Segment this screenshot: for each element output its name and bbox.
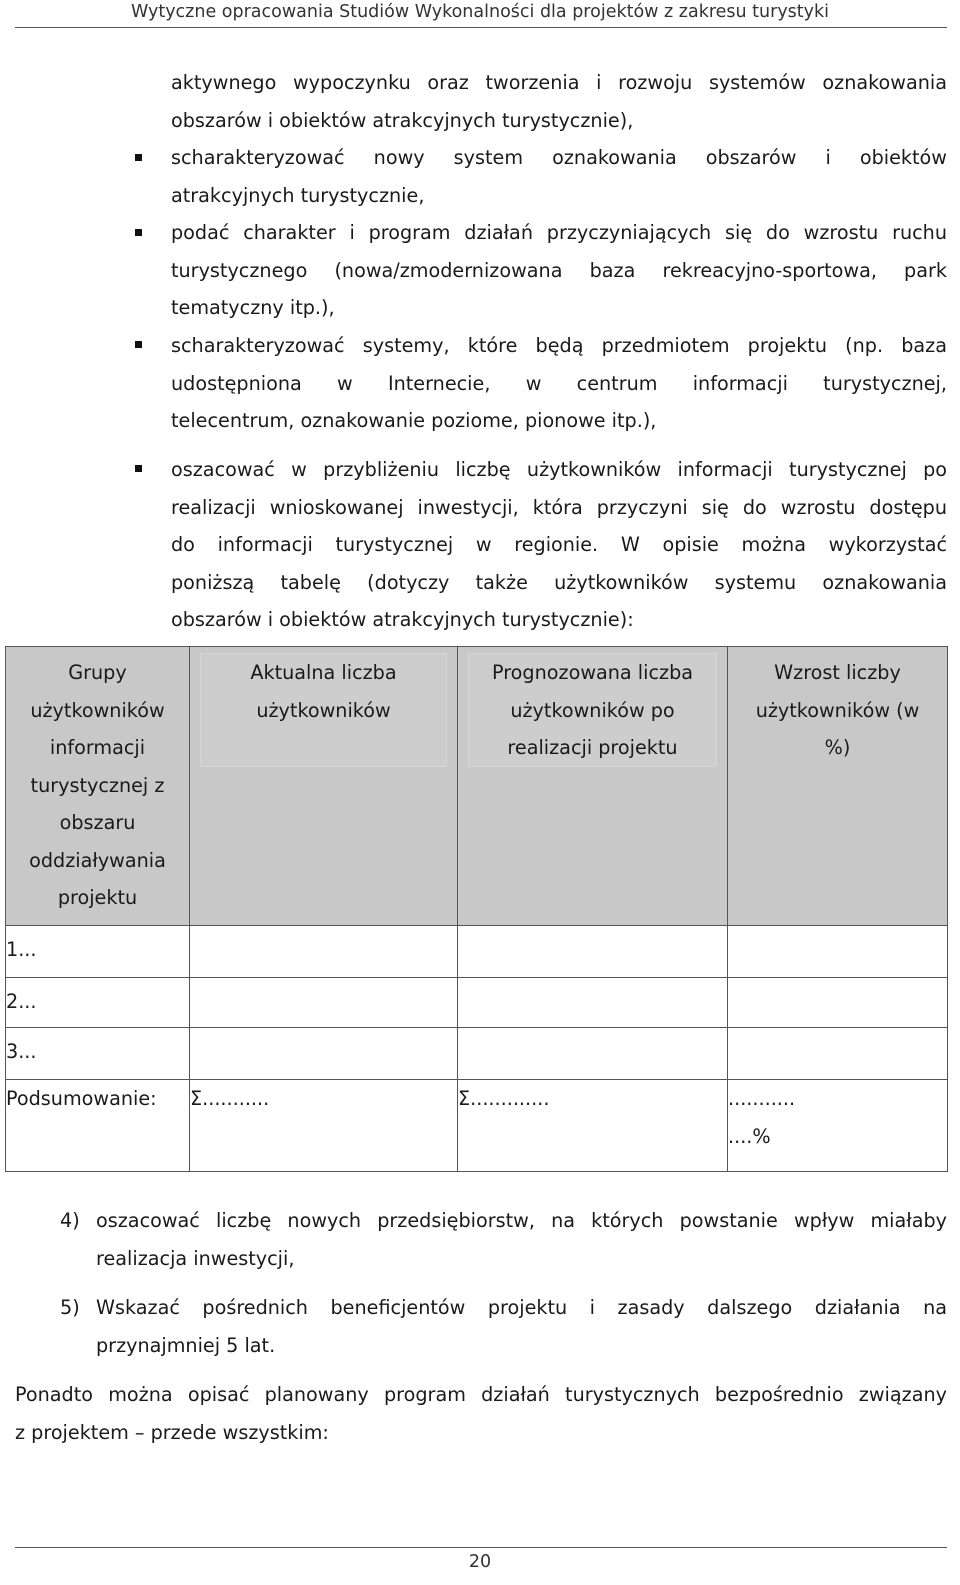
item-number: 4) xyxy=(60,1209,80,1232)
header-text: turystycznej z xyxy=(30,773,165,797)
text-line: udostępniona w Internecie, w centrum informacji turystycznej, xyxy=(171,371,947,395)
summary-current: Σ........... xyxy=(190,1080,458,1172)
bullet-marker xyxy=(135,154,142,161)
closing-paragraph xyxy=(15,1376,947,1451)
summary-label: Podsumowanie: xyxy=(6,1080,190,1172)
header-text: obszaru xyxy=(59,811,136,834)
header-text: Prognozowana liczba xyxy=(491,661,694,684)
page-header xyxy=(0,0,960,28)
header-title: Wytyczne opracowania Studiów Wykonalności dla projektów z zakresu turystyki xyxy=(130,2,830,22)
text-line: oszacować w przybliżeniu liczbę użytkowników informacji turystycznej po xyxy=(171,458,947,481)
header-divider xyxy=(15,27,947,28)
text-line: podać charakter i program działań przyczyniających się do wzrostu ruchu xyxy=(171,221,947,244)
header-cell-current xyxy=(190,647,458,926)
footer-divider xyxy=(15,1547,947,1548)
table-cell xyxy=(190,978,458,1028)
text-line: poniższą tabelę (dotyczy także użytkowników systemu oznakowania xyxy=(171,570,947,594)
header-text: oddziaływania xyxy=(29,848,166,872)
table-cell xyxy=(190,926,458,978)
summary-growth-line: ........... xyxy=(728,1087,796,1110)
header-text: Aktualna liczba xyxy=(250,661,397,684)
bullet-item xyxy=(171,451,947,639)
header-text: Wzrost liczby xyxy=(774,661,901,684)
header-text: realizacji projektu xyxy=(507,736,678,759)
table-cell xyxy=(458,1028,728,1080)
table-header-row xyxy=(6,647,948,926)
header-cell-forecast xyxy=(458,647,728,926)
text-line: do informacji turystycznej w regionie. W opisie można wykorzystać xyxy=(171,533,947,556)
table-cell xyxy=(190,1028,458,1080)
header-text: informacji xyxy=(49,736,146,759)
bullet-item xyxy=(171,214,947,327)
text-line: z projektem – przede wszystkim: xyxy=(15,1420,329,1444)
header-text: Grupy xyxy=(68,661,127,684)
text-line: Wskazać pośrednich beneficjentów projektu i zasady dalszego działania na xyxy=(96,1296,947,1319)
summary-growth-line: ....% xyxy=(728,1124,771,1148)
header-cell-groups xyxy=(6,647,190,926)
table-row xyxy=(6,978,948,1028)
bullet-marker xyxy=(135,341,142,348)
table-summary-row xyxy=(6,1080,948,1172)
header-text: projektu xyxy=(57,886,138,909)
text-line: aktywnego wypoczynku oraz tworzenia i rozwoju systemów oznakowania xyxy=(171,71,947,94)
bullet-marker xyxy=(135,229,142,236)
text-line: oszacować liczbę nowych przedsiębiorstw, na których powstanie wpływ miałaby xyxy=(96,1209,947,1232)
table-cell xyxy=(728,926,948,978)
text-line: scharakteryzować systemy, które będą przedmiotem projektu (np. baza xyxy=(171,334,947,357)
table-cell xyxy=(728,1028,948,1080)
table-row xyxy=(6,1028,948,1080)
header-text: użytkowników (w xyxy=(755,698,920,722)
table-cell xyxy=(728,978,948,1028)
numbered-item xyxy=(96,1289,947,1364)
text-line: obszarów i obiektów atrakcyjnych turystycznie), xyxy=(171,108,634,132)
summary-forecast: Σ............. xyxy=(458,1080,728,1172)
table-row xyxy=(6,926,948,978)
header-cell-growth xyxy=(728,647,948,926)
text-line: przynajmniej 5 lat. xyxy=(96,1333,276,1357)
bullet-item xyxy=(171,139,947,214)
row-label: 3... xyxy=(6,1028,190,1080)
text-line: realizacji wnioskowanej inwestycji, która przyczyni się do wzrostu dostępu xyxy=(171,495,947,519)
table-cell xyxy=(458,978,728,1028)
header-text: %) xyxy=(824,736,851,759)
summary-growth xyxy=(728,1080,948,1172)
row-label: 2... xyxy=(6,978,190,1028)
intro-text xyxy=(171,64,947,139)
bullet-marker xyxy=(135,465,142,472)
bullet-item xyxy=(171,327,947,440)
header-text: użytkowników xyxy=(30,698,165,722)
row-label: 1... xyxy=(6,926,190,978)
text-line: scharakteryzować nowy system oznakowania obszarów i obiektów xyxy=(171,146,947,169)
header-text: użytkowników xyxy=(256,698,391,722)
text-line: obszarów i obiektów atrakcyjnych turystycznie): xyxy=(171,608,634,631)
text-line: tematyczny itp.), xyxy=(171,296,335,319)
text-line: turystycznego (nowa/zmodernizowana baza rekreacyjno-sportowa, park xyxy=(171,258,947,282)
header-text: użytkowników po xyxy=(510,698,675,722)
table-cell xyxy=(458,926,728,978)
users-table xyxy=(5,646,948,1172)
text-line: atrakcyjnych turystycznie, xyxy=(171,183,425,207)
numbered-item xyxy=(96,1202,947,1277)
text-line: telecentrum, oznakowanie poziome, pionowe itp.), xyxy=(171,409,657,432)
page-number: 20 xyxy=(468,1552,492,1572)
text-line: Ponadto można opisać planowany program działań turystycznych bezpośrednio związany xyxy=(15,1383,947,1406)
text-line: realizacja inwestycji, xyxy=(96,1246,295,1270)
item-number: 5) xyxy=(60,1296,80,1319)
